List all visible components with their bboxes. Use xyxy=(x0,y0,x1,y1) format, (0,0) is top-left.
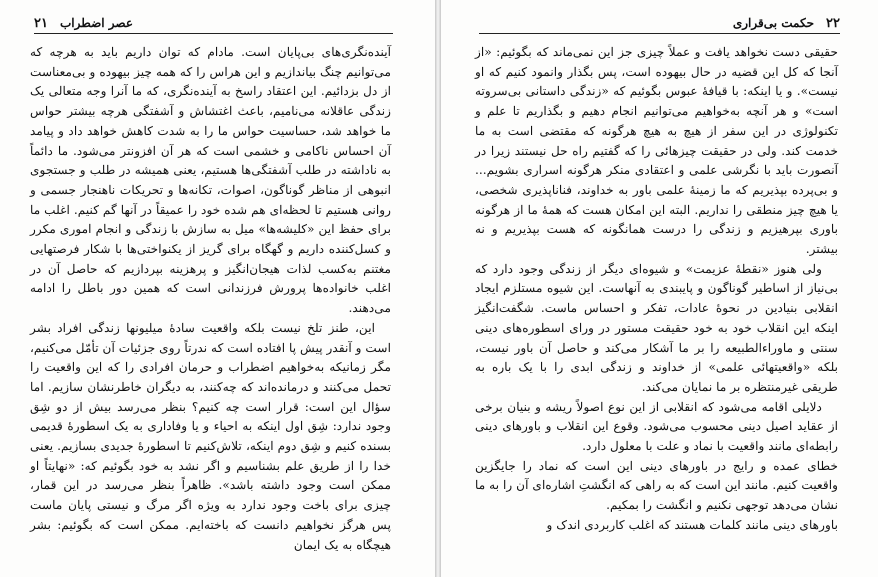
left-page xyxy=(0,0,436,577)
paragraph: باورهای دینی مانند کلمات هستند که اغلب کاربردی اندک و xyxy=(546,517,838,532)
page-number: ۲۲ xyxy=(826,16,840,31)
right-page xyxy=(440,0,878,577)
paragraph: خطای عمده و رایج در باورهای دینی این است که نماد را جایگزین واقعیت کنیم. مانند این است که به راهی که انگشتِ اشاره‌ای آن را به ما نشان می‌دهد توجهی نکنیم و انگشت را بمکیم. xyxy=(475,458,838,513)
paragraph: ولی هنوز «نقطهٔ عزیمت» و شیوه‌ای دیگر از زندگی وجود دارد که بی‌نیاز از اساطیر گوناگون و پایبندی به آنهاست. این شیوه مستلزم ایجاد انقلابی بنیادین در نحوهٔ عادات، تفکر و احساس ماست. شگفت‌انگیز اینکه این انقلاب خود به خود حقیقت مستور در ورای اسطوره‌های دینی سنتی و ماوراءالطبیعه را بر ما آشکار می‌کند و حاصل آن باور نیست، بلکه «واقعیتهائی علمی» از خداوند و زندگی ابدی را با یک باره به طریقی غیرمنتظره بر ما نمایان می‌کند. xyxy=(475,261,838,394)
paragraph: این، طنز تلخ نیست بلکه واقعیت سادهٔ میلیونها زندگی افراد بشر است و آنقدر پیش پا افتاده است که ندرتاً روی جزئیات آن تأمّل می‌کنیم، مگر زمانیکه به‌خواهیم اضطراب و حرمان افرادی را که این واقعیت را تحمل می‌کنند و درمانده‌اند که چه‌کنند، به دیگران خاطرنشان سازیم. اما سؤال این است: قرار است چه کنیم؟ بنظر می‌رسد بیش از دو شِق وجود ندارد: شِق اول اینکه به احیاء و یا وفاداری به یک اسطورهٔ قدیمی بسنده کنیم و شِق دوم اینکه، تلاش‌کنیم تا اسطورهٔ جدیدی بسازیم. یعنی خدا را از طریق علم بشناسیم و اگر نشد به خود بگوئیم که: «نهایتاً او ممکن است وجود داشته باشد». ظاهراً بنظر می‌رسد در این قمار، چیزی برای باخت وجود ندارد به ویژه اگر مرگ و نیستی پایان ماست پس هرگز نخواهیم دانست که باخته‌ایم. ممکن است که بگوئیم: بشر هیچگاه به یک ایمان xyxy=(30,320,391,552)
left-page-body xyxy=(30,43,391,555)
right-page-body xyxy=(475,43,838,536)
right-page-header xyxy=(479,16,840,36)
header-rule xyxy=(479,33,840,34)
paragraph: حقیقی دست نخواهد یافت و عملاً چیزی جز این نمی‌ماند که بگوئیم: «از آنجا که کل این قضیه در حال بیهوده است، پس بگذار وانمود کنیم که او نیست». و یا اینکه: با قیافهٔ عبوس بگوئیم که «زندگی داستانی بی‌سروته است» و هر آنچه به‌خواهیم می‌توانیم انجام دهیم و بگذاریم تا علم و تکنولوژی در این سفر از هیچ به هیچ هرگونه که مقتضی است به ما خدمت کند. ولی در حقیقت چیزهائی را که گفتیم راه حل نیستند زیرا در آنصورت باید با نگرشی علمی و اعتقادی منکر هرگونه اسراری بشویم... و بی‌پرده بپذیریم که ما زمینهٔ علمی باور به خداوند، فناناپذیری شخصی، یا هیچ چیز منطقی را نداریم. البته این امکان هست که همهٔ ما از هرگونه باوری بپرهیزیم و زندگی را درست همانگونه که هست بپذیریم و نه بیشتر. xyxy=(475,45,838,257)
page-number: ۲۱ xyxy=(34,16,48,31)
paragraph: آینده‌نگری‌های بی‌پایان است. مادام که توان داریم باید به هرچه که می‌توانیم چنگ بیاندازیم و این هراس را که همه چیز بیهوده و بی‌معناست از دل بزدائیم. این اعتقاد راسخ به آینده‌نگری، که ما آنرا وجه متعالی یک زندگی عاقلانه می‌نامیم، باعث اغتشاش و آشفتگی هرچه بیشتر حواس ما خواهد شد، حساسیت حواس ما را به شدت کاهش خواهد داد و پیامد آن احساس ناکامی و خشمی است که هر آن افزونتر می‌شود. ما دائماً به ناداشته در طلب آشفتگی‌ها هستیم، یعنی همیشه در طلب و جستجوی انبوهی از مناظر گوناگون، اصوات، تکانه‌ها و تحریکات ناهنجار جسمی و روانی هستیم تا لحظه‌ای هم شده خود را عمیقاً در آنها گم کنیم. اغلب ما برای حفظ این «کلیشه‌ها» میل به سازش با زندگی و انجام اموری مکرر و کسل‌کننده داریم و گهگاه برای گریز از یکنواختی‌ها با شکار فرصتهایی مغتنم به‌کسب لذات هیجان‌انگیز و پرهزینه بپردازیم که حاصل آن در اغلب خانواده‌ها پرورش فرزندانی است که همین دور باطل را ادامه می‌دهند. xyxy=(30,45,391,316)
header-rule xyxy=(34,33,393,34)
running-title: عصر اضطراب xyxy=(60,16,133,30)
left-page-header xyxy=(34,16,393,36)
running-title: حکمت بی‌قراری xyxy=(732,16,814,30)
paragraph: دلایلی اقامه می‌شود که انقلابی از این نوع اصولاً ریشه و بنیان برخی از عقاید اصیل دینی محسوب می‌شود. وقوع این انقلاب و باورهای دینی رابطه‌ای مانند واقعیت با نماد و علت با معلول دارد. xyxy=(475,399,838,454)
